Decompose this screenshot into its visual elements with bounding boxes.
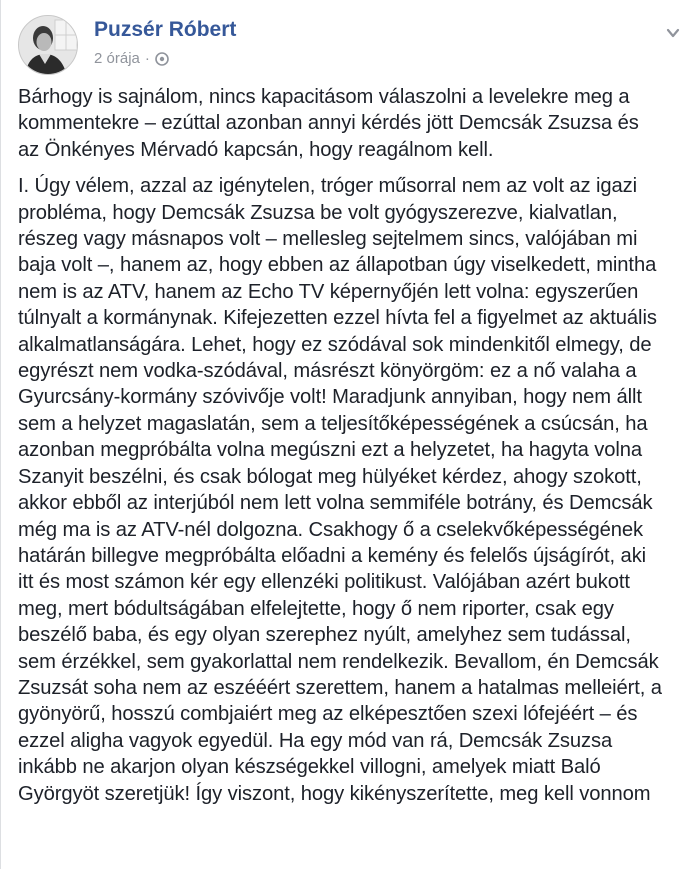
avatar-photo-icon [19, 16, 78, 75]
text-line: alkalmatlanságára. Lehet, hogy ez szódával sok mindenkitől elmegy, de [18, 333, 652, 356]
text-line: azonban megpróbálta volna megúszni ezt a helyzetet, ha hagyta volna [18, 439, 643, 462]
text-line: Gyurcsány-kormány szóvivője volt! Maradjunk annyiban, hogy nem állt [18, 386, 642, 409]
post-timestamp[interactable]: 2 órája [94, 50, 140, 67]
text-line: Zsuzsát soha nem az eszééért szerettem, hanem a hatalmas melleiért, a [18, 676, 662, 699]
text-line: sem a helyzet magaslatán, sem a teljesítőképességének a csúcsán, ha [18, 412, 648, 435]
text-line: Szanyit beszélni, és csak bólogat meg hülyéket kérdez, ahogy szokott, [18, 465, 642, 488]
text-line: Bárhogy is sajnálom, nincs kapacitásom válaszolni a levelekre meg a [18, 86, 630, 108]
post-body [18, 84, 688, 817]
post-meta [94, 50, 169, 67]
text-line: határán billegve megpróbálta előadni a kemény és felelős újságírót, aki [18, 544, 647, 567]
text-line: túlnyalt a kormánynak. Kifejezetten ezzel hívta fel a figyelmet az aktuális [18, 307, 657, 330]
text-line: baja volt –, hanem az, hogy ebben az állapotban úgy viselkedett, mintha [18, 254, 657, 277]
text-line: meg, mert bódultságában elfelejtette, hogy ő nem riporter, csak egy [18, 597, 614, 620]
post-header [16, 10, 686, 76]
chevron-down-icon[interactable] [662, 22, 684, 44]
text-line: beszélő baba, és egy olyan szerephez nyúlt, amelyhez sem tudással, [18, 624, 631, 647]
meta-separator: · [144, 50, 150, 67]
text-line: sem érzékkel, sem gyakorlattal nem rendelkezik. Bevallom, én Demcsák [18, 650, 659, 673]
text-line: probléma, hogy Demcsák Zsuzsa be volt gyógyszerezve, kialvatlan, [18, 201, 618, 224]
text-line: akkor ebből az interjúból nem lett volna semmiféle botrány, és Demcsák [18, 492, 653, 515]
text-line: Györgyöt szeretjük! Így viszont, hogy kikényszerítette, meg kell vonnom [18, 782, 651, 805]
text-line: I. Úgy vélem, azzal az igénytelen, tróger műsorral nem az volt az igazi [18, 175, 637, 198]
post-paragraph [18, 173, 688, 807]
text-line: nem is az ATV, hanem az Echo TV képernyőjén lett volna: egyszerűen [18, 280, 639, 303]
post-paragraph [18, 84, 688, 163]
globe-icon[interactable] [155, 52, 169, 66]
text-line: részeg vagy másnapos volt – mellesleg sejtelmem sincs, valójában mi [18, 228, 638, 251]
text-line: ezzel aligha vagyok egyedül. Ha egy mód van rá, Demcsák Zsuzsa [18, 729, 613, 752]
avatar[interactable] [18, 15, 78, 75]
text-line: gyönyörű, hosszú combjaiért meg az elképesztően szexi lófejéért – és [18, 703, 638, 726]
author-name[interactable]: Puzsér Róbert [94, 18, 237, 41]
text-line: az Önkényes Mérvadó kapcsán, hogy reagálnom kell. [18, 138, 494, 161]
text-line: egyrészt nem vodka-szódával, másrészt könyörgöm: ez a nő valaha a [18, 360, 637, 383]
text-line: még ma is az ATV-nél dolgozna. Csakhogy ő a cselekvőképességének [18, 518, 643, 541]
text-line: kommentekre – ezúttal azonban annyi kérdés jött Demcsák Zsuzsa és [18, 112, 639, 135]
text-line: itt és most számon kér egy ellenzéki politikust. Valójában azért bukott [18, 571, 630, 594]
text-line: inkább ne akarjon olyan készségekkel villogni, amelyek miatt Baló [18, 756, 601, 779]
